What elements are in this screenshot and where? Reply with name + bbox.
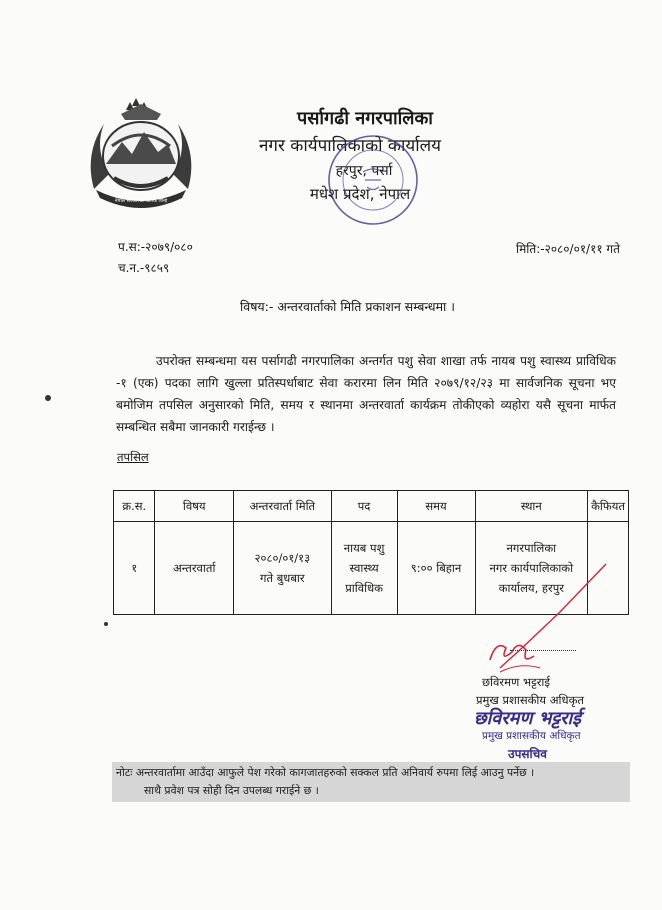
cell-sn: १ — [114, 522, 155, 615]
col-header-time: समय — [397, 491, 475, 522]
stamp-title: प्रमुख प्रशासकीय अधिकृत — [482, 730, 581, 742]
chalani-number: च.न.-९८५९ — [118, 261, 170, 275]
cell-date-line1: २०८०/०१/१३ — [254, 551, 311, 565]
body-text: उपरोक्त सम्बन्धमा यस पर्सागढी नगरपालिका अन्तर्गत पशु सेवा शाखा तर्फ नायब पशु स्वास्थ्य प्राविधिक -१ (एक) पदका लागि खुल्ला प्रतिस्पर्धाबाट सेवा करारमा लिन मिति २०७९/१२/२३ मा सार्वजनिक सूचना भए बमोजिम तपसिल अनुसारको मिति, समय र स्थानमा अन्तरवार्ता कार्यक्रम तोकीएको व्यहोरा यसै सूचना मार्फत सम्बन्धित सबैमा जानकारी गराईन्छ । — [116, 354, 616, 434]
cell-place-line3: कार्यालय, हरपुर — [498, 581, 564, 595]
svg-text:नेपाल सरकारको प्रतिक चिन्ह: नेपाल सरकारको प्रतिक चिन्ह — [114, 198, 168, 204]
col-header-remarks: कैफियत — [588, 491, 629, 522]
col-header-post: पद — [331, 491, 397, 522]
municipality-name: पर्सागढी नगरपालिका — [297, 108, 433, 129]
cell-post-line3: प्राविधिक — [345, 581, 383, 595]
signatory-name: छविरमण भट्टराई — [482, 675, 551, 689]
note-box — [112, 762, 630, 802]
cell-post-line1: नायब पशु — [343, 541, 385, 555]
office-address: हरपुर, पर्सा — [335, 163, 393, 179]
note-line1: नोटः अन्तरवार्तामा आउँदा आफुले पेश गरेको कागजातहरुको सक्कल प्रति अनिवार्य रुपमा लिई आउनु पर्नेछ । — [116, 766, 535, 779]
province-country: मधेश प्रदेश, नेपाल — [309, 185, 411, 203]
note-line2: साथै प्रवेश पत्र सोही दिन उपलब्ध गराईने छ । — [144, 784, 319, 797]
letter-date: मिति:-२०८०/०१/११ गते — [515, 242, 620, 256]
col-header-place: स्थान — [475, 491, 588, 522]
stamp-name: छविरमण भट्टराई — [474, 708, 582, 729]
col-header-subject: विषय — [155, 491, 234, 522]
stamp-rank: उपसचिव — [508, 747, 547, 761]
col-header-date: अन्तरवार्ता मिति — [234, 491, 332, 522]
signature-line — [510, 650, 576, 651]
cell-place-line2: नगर कार्यपालिकाको — [489, 561, 574, 575]
letter-subject: विषय:- अन्तरवार्ताको मिति प्रकाशन सम्बन्धमा । — [240, 299, 455, 314]
cell-time: ९:०० बिहान — [397, 522, 475, 615]
cell-date-line2: गते बुधबार — [260, 571, 305, 585]
cell-post-line2: स्वास्थ्य — [349, 561, 379, 575]
signatory-title: प्रमुख प्रशासकीय अधिकृत — [476, 693, 584, 707]
col-header-sn: क्र.स. — [114, 491, 155, 522]
tapasil-label: तपसिल — [117, 450, 149, 464]
patra-sankhya: प.स:-२०७९/०८० — [118, 240, 193, 254]
cell-subject: अन्तरवार्ता — [155, 522, 234, 615]
cell-place-line1: नगरपालिका — [506, 541, 557, 555]
office-name: नगर कार्यपालिकाको कार्यालय — [258, 136, 442, 156]
